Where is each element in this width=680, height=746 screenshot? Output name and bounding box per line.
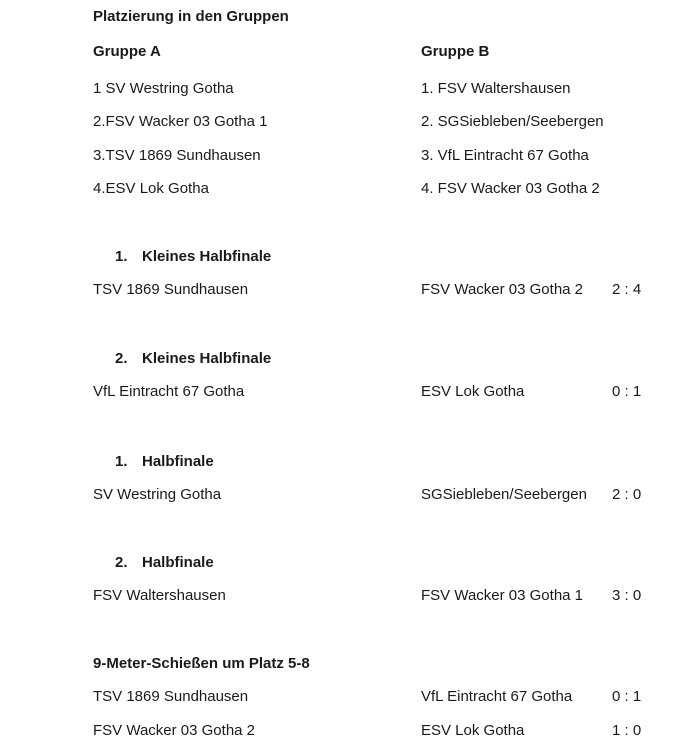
match-heading-label: Kleines Halbfinale xyxy=(142,248,272,265)
match-heading-label: Halbfinale xyxy=(142,453,214,470)
match-away-team: ESV Lok Gotha xyxy=(421,722,525,739)
match-heading-number: 2. xyxy=(115,350,128,367)
group-b-team-2: 2. SGSiebleben/Seebergen xyxy=(421,113,604,130)
standings-row xyxy=(0,179,680,199)
group-a-team-2: 2.FSV Wacker 03 Gotha 1 xyxy=(93,113,268,130)
match-home-team: FSV Wacker 03 Gotha 2 xyxy=(93,722,256,739)
match-heading-number: 1. xyxy=(115,453,128,470)
match-score: 3 : 0 xyxy=(612,587,642,604)
match-result-row xyxy=(0,280,680,300)
group-a-header: Gruppe A xyxy=(93,43,161,60)
match-score: 2 : 0 xyxy=(612,486,642,503)
match-heading-label: Kleines Halbfinale xyxy=(142,350,272,367)
group-b-team-4: 4. FSV Wacker 03 Gotha 2 xyxy=(421,180,600,197)
match-score: 1 : 0 xyxy=(612,722,642,739)
match-home-team: FSV Waltershausen xyxy=(93,587,226,604)
match-result-row xyxy=(0,586,680,606)
match-heading-row xyxy=(0,553,680,573)
match-score: 2 : 4 xyxy=(612,281,642,298)
standings-row xyxy=(0,146,680,166)
title-row xyxy=(0,7,680,27)
match-away-team: FSV Wacker 03 Gotha 2 xyxy=(421,281,584,298)
standings-row xyxy=(0,79,680,99)
group-b-team-1: 1. FSV Waltershausen xyxy=(421,80,571,97)
match-heading-row xyxy=(0,452,680,472)
match-home-team: VfL Eintracht 67 Gotha xyxy=(93,383,245,400)
match-heading-number: 2. xyxy=(115,554,128,571)
match-heading-row xyxy=(0,247,680,267)
shootout-result-row xyxy=(0,687,680,707)
group-b-team-3: 3. VfL Eintracht 67 Gotha xyxy=(421,147,589,164)
group-b-header: Gruppe B xyxy=(421,43,490,60)
page-title: Platzierung in den Gruppen xyxy=(93,8,289,25)
match-heading-number: 1. xyxy=(115,248,128,265)
shootout-result-row xyxy=(0,721,680,741)
match-result-row xyxy=(0,382,680,402)
match-score: 0 : 1 xyxy=(612,688,642,705)
match-away-team: VfL Eintracht 67 Gotha xyxy=(421,688,573,705)
group-a-team-4: 4.ESV Lok Gotha xyxy=(93,180,209,197)
match-away-team: SGSiebleben/Seebergen xyxy=(421,486,587,503)
shootout-heading-row xyxy=(0,654,680,674)
shootout-heading: 9-Meter-Schießen um Platz 5-8 xyxy=(93,655,310,672)
match-score: 0 : 1 xyxy=(612,383,642,400)
match-home-team: TSV 1869 Sundhausen xyxy=(93,281,249,298)
group-headers-row xyxy=(0,42,680,62)
match-away-team: FSV Wacker 03 Gotha 1 xyxy=(421,587,584,604)
match-home-team: SV Westring Gotha xyxy=(93,486,222,503)
match-home-team: TSV 1869 Sundhausen xyxy=(93,688,249,705)
match-heading-label: Halbfinale xyxy=(142,554,214,571)
match-away-team: ESV Lok Gotha xyxy=(421,383,525,400)
group-a-team-1: 1 SV Westring Gotha xyxy=(93,80,234,97)
match-heading-row xyxy=(0,349,680,369)
group-a-team-3: 3.TSV 1869 Sundhausen xyxy=(93,147,261,164)
standings-row xyxy=(0,112,680,132)
match-result-row xyxy=(0,485,680,505)
